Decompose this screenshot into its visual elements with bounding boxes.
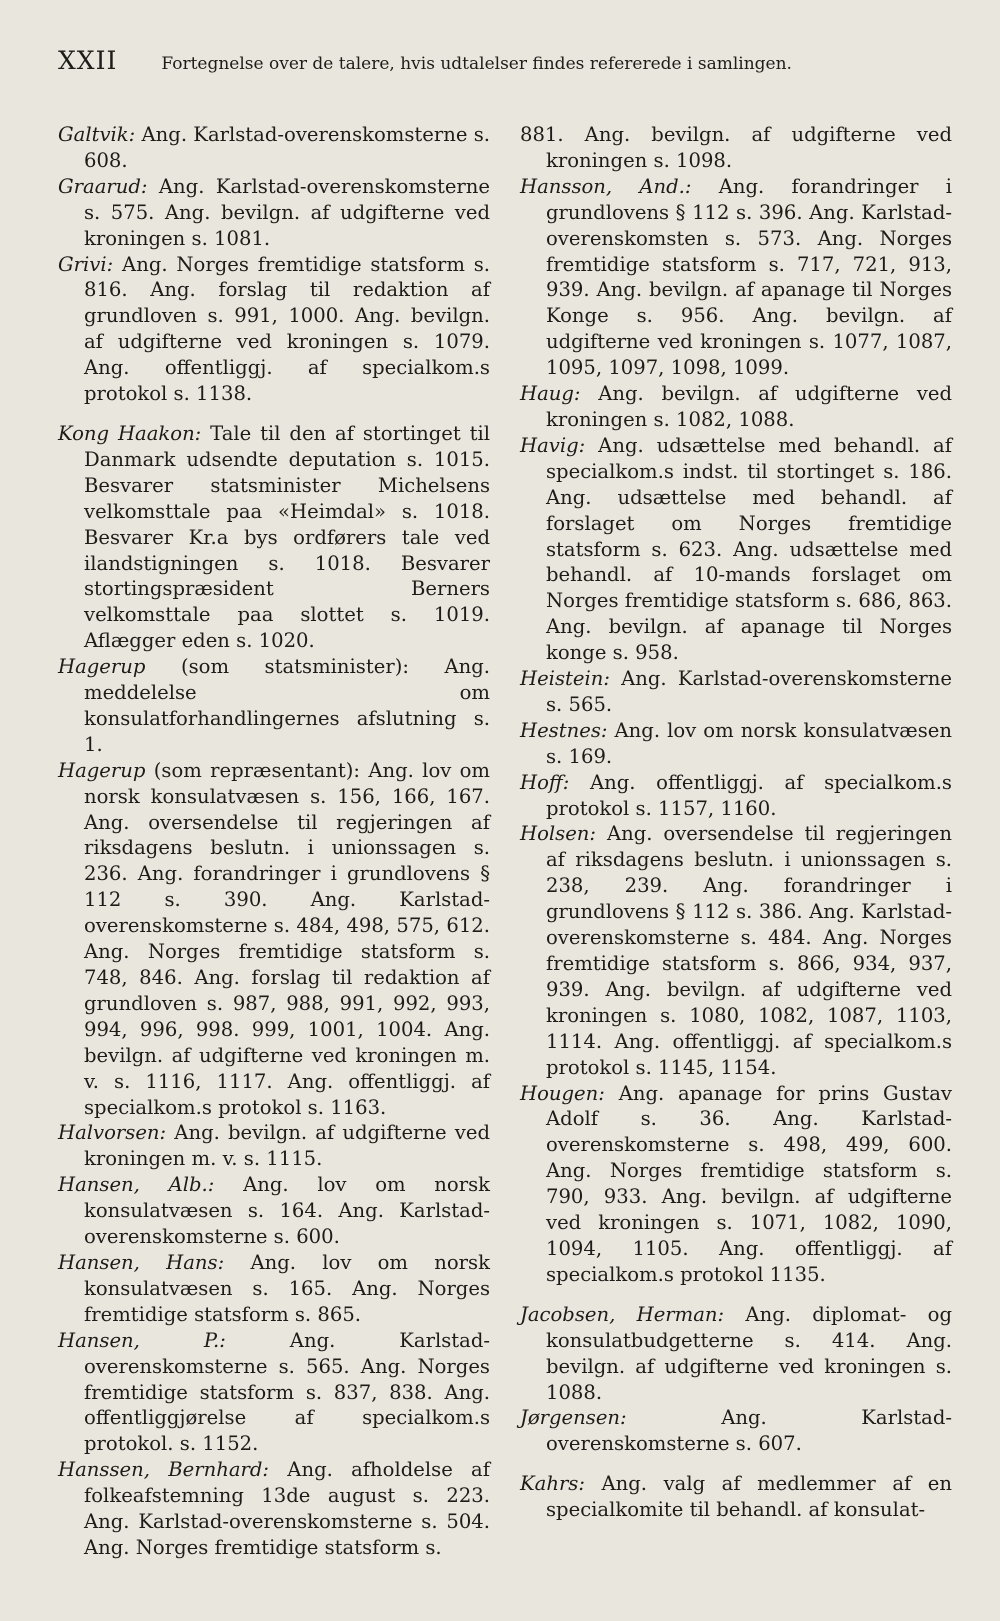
speaker-name: Kahrs: (520, 1472, 585, 1496)
entry-text: 881. Ang. bevilgn. af udgifterne ved kroningen s. 1098. (520, 123, 952, 172)
speaker-name: Hagerup (58, 758, 146, 782)
speaker-name: Heistein: (520, 667, 610, 691)
speaker-name: Jacobsen, Herman: (520, 1302, 725, 1326)
entry-text: Ang. udsættelse med behandl. af specialkom.s indst. til stortinget s. 186. Ang. udsættelse med behandl. af forslaget om Norges fremtidige statsform s. 623. Ang. udsættelse med behandl. af 10-mands forslaget om Norges fremtidige statsform s. 686, 863. Ang. bevilgn. af apanage til Norges konge s. 958. (546, 433, 952, 665)
index-entry (58, 122, 490, 174)
index-entry (520, 1471, 952, 1523)
speaker-name: Haug: (520, 382, 581, 406)
page-number: XXII (58, 46, 118, 75)
speaker-name: Halvorsen: (58, 1121, 167, 1145)
entry-text: Ang. Norges fremtidige statsform s. 816. Ang. forslag til redaktion af grundloven s. 991, 1000. Ang. bevilgn. af udgifterne ved kroningen s. 1079. Ang. offentliggj. af specialkom.s protokol s. 1138. (84, 252, 490, 406)
speaker-name: Galtvik: (58, 123, 136, 146)
index-entry (58, 1328, 490, 1458)
entry-text: Ang. lov om norsk konsulatvæsen s. 165. Ang. Norges fremtidige statsform s. 865. (84, 1250, 490, 1326)
index-entry (58, 252, 490, 407)
speaker-name: Graarud: (58, 174, 148, 198)
left-column (58, 122, 490, 1561)
index-entry (520, 381, 952, 433)
entry-text: (som repræsentant): Ang. lov om norsk konsulatvæsen s. 156, 166, 167. Ang. oversendelse til regjeringen af riksdagens beslutn. i unionssagen s. 236. Ang. forandringer i grundlovens § 112 s. 390. Ang. Karlstad-overenskomsterne s. 484, 498, 575, 612. Ang. Norges fremtidige statsform s. 748, 846. Ang. forslag til redaktion af grundloven s. 987, 988, 991, 992, 993, 994, 996, 998. 999, 1001, 1004. Ang. bevilgn. af udgifterne ved kroningen m. v. s. 1116, 1117. Ang. offentliggj. af specialkom.s protokol s. 1163. (84, 758, 491, 1119)
entry-text: Ang. Karlstad-overenskomsterne s. 608. (84, 123, 490, 172)
entry-text: Ang. Karlstad-overenskomsterne s. 575. Ang. bevilgn. af udgifterne ved kroningen s. 1081. (84, 174, 491, 250)
entry-text: Ang. Karlstad-overenskomsterne s. 565. (546, 667, 952, 716)
entry-text: Ang. lov om norsk konsulatvæsen s. 169. (546, 718, 952, 768)
entry-text: (som statsminister): Ang. meddelelse om konsulatforhandlingernes afslutning s. 1. (84, 655, 490, 756)
entry-text: Ang. bevilgn. af udgifterne ved kroningen s. 1082, 1088. (546, 382, 953, 431)
speaker-name: Jørgensen: (520, 1406, 627, 1430)
index-entry (520, 1081, 952, 1288)
index-entry (58, 174, 490, 252)
entry-text: Ang. Karlstad-overenskomsterne s. 607. (546, 1406, 953, 1456)
index-entry (58, 1172, 490, 1250)
speaker-name: Hagerup (58, 655, 146, 679)
running-title: Fortegnelse over de talere, hvis udtalelser findes refererede i samlingen. (161, 54, 792, 74)
entry-text: Ang. forandringer i grundlovens § 112 s. 396. Ang. Karlstad-overenskomsten s. 573. Ang. Norges fremtidige statsform s. 717, 721, 913, 939. Ang. bevilgn. af apanage til Norges Konge s. 956. Ang. bevilgn. af udgifterne ved kroningen s. 1077, 1087, 1095, 1097, 1098, 1099. (546, 174, 953, 380)
index-entry (520, 1302, 952, 1406)
entry-text: Ang. valg af medlemmer af en specialkomite til behandl. af konsulat- (546, 1472, 952, 1522)
entry-text: Ang. afholdelse af folkeafstemning 13de august s. 223. Ang. Karlstad-overenskomsterne s. 504. Ang. Norges fremtidige statsform s. (84, 1458, 490, 1559)
index-entry (58, 1250, 490, 1328)
speaker-name: Hansson, And.: (520, 174, 692, 198)
index-entry (58, 1457, 490, 1561)
speaker-name: Grivi: (58, 252, 114, 276)
index-entry (58, 421, 490, 654)
entry-text: Ang. oversendelse til regjeringen af riksdagens beslutn. i unionssagen s. 238, 239. Ang. forandringer i grundlovens § 112 s. 386. Ang. Karlstad-overenskomsterne s. 484. Ang. Norges fremtidige statsform s. 866, 934, 937, 939. Ang. bevilgn. af udgifterne ved kroningen s. 1080, 1082, 1087, 1103, 1114. Ang. offentliggj. af specialkom.s protokol s. 1145, 1154. (546, 822, 952, 1079)
index-entry (520, 821, 952, 1080)
page-header (58, 46, 964, 86)
index-columns (58, 122, 964, 1561)
speaker-name: Hestnes: (520, 718, 608, 742)
index-entry-continued (520, 122, 952, 174)
speaker-name: Hansen, P.: (58, 1328, 226, 1352)
speaker-name: Hougen: (520, 1081, 605, 1105)
speaker-name: Hoff: (520, 770, 570, 794)
index-entry (58, 758, 490, 1121)
entry-text: Ang. bevilgn. af udgifterne ved kroningen m. v. s. 1115. (84, 1121, 490, 1171)
index-entry (58, 1120, 490, 1172)
speaker-name: Hanssen, Bernhard: (58, 1458, 270, 1482)
index-entry (520, 718, 952, 770)
entry-text: Ang. offentliggj. af specialkom.s protokol s. 1157, 1160. (546, 770, 952, 820)
entry-text: Ang. apanage for prins Gustav Adolf s. 36. Ang. Karlstad-overenskomsterne s. 498, 499, 600. Ang. Norges fremtidige statsform s. 790, 933. Ang. bevilgn. af udgifterne ved kroningen s. 1071, 1082, 1090, 1094, 1105. Ang. offentliggj. af specialkom.s protokol 1135. (546, 1081, 953, 1286)
index-entry (58, 654, 490, 758)
index-entry (520, 666, 952, 718)
index-entry (520, 770, 952, 822)
index-entry (520, 433, 952, 666)
speaker-name: Havig: (520, 433, 586, 457)
speaker-name: Hansen, Hans: (58, 1250, 225, 1274)
speaker-name: Holsen: (520, 822, 597, 846)
index-entry (520, 174, 952, 381)
entry-text: Ang. diplomat- og konsulatbudgetterne s. 414. Ang. bevilgn. af udgifterne ved kroningen s. 1088. (546, 1302, 952, 1404)
index-entry (520, 1405, 952, 1457)
speaker-name: Hansen, Alb.: (58, 1173, 215, 1197)
entry-text: Tale til den af stortinget til Danmark udsendte deputation s. 1015. Besvarer statsminister Michelsens velkomsttale paa «Heimdal» s. 1018. Besvarer Kr.a bys ordførers tale ved ilandstigningen s. 1018. Besvarer stortingspræsident Berners velkomsttale paa slottet s. 1019. Aflægger eden s. 1020. (84, 421, 490, 653)
entry-text: Ang. lov om norsk konsulatvæsen s. 164. Ang. Karlstad-overenskomsterne s. 600. (84, 1173, 490, 1249)
right-column (520, 122, 952, 1561)
speaker-name: Kong Haakon: (58, 421, 202, 445)
entry-text: Ang. Karlstad-overenskomsterne s. 565. Ang. Norges fremtidige statsform s. 837, 838. Ang. offentliggjørelse af specialkom.s protokol. s. 1152. (84, 1328, 490, 1456)
